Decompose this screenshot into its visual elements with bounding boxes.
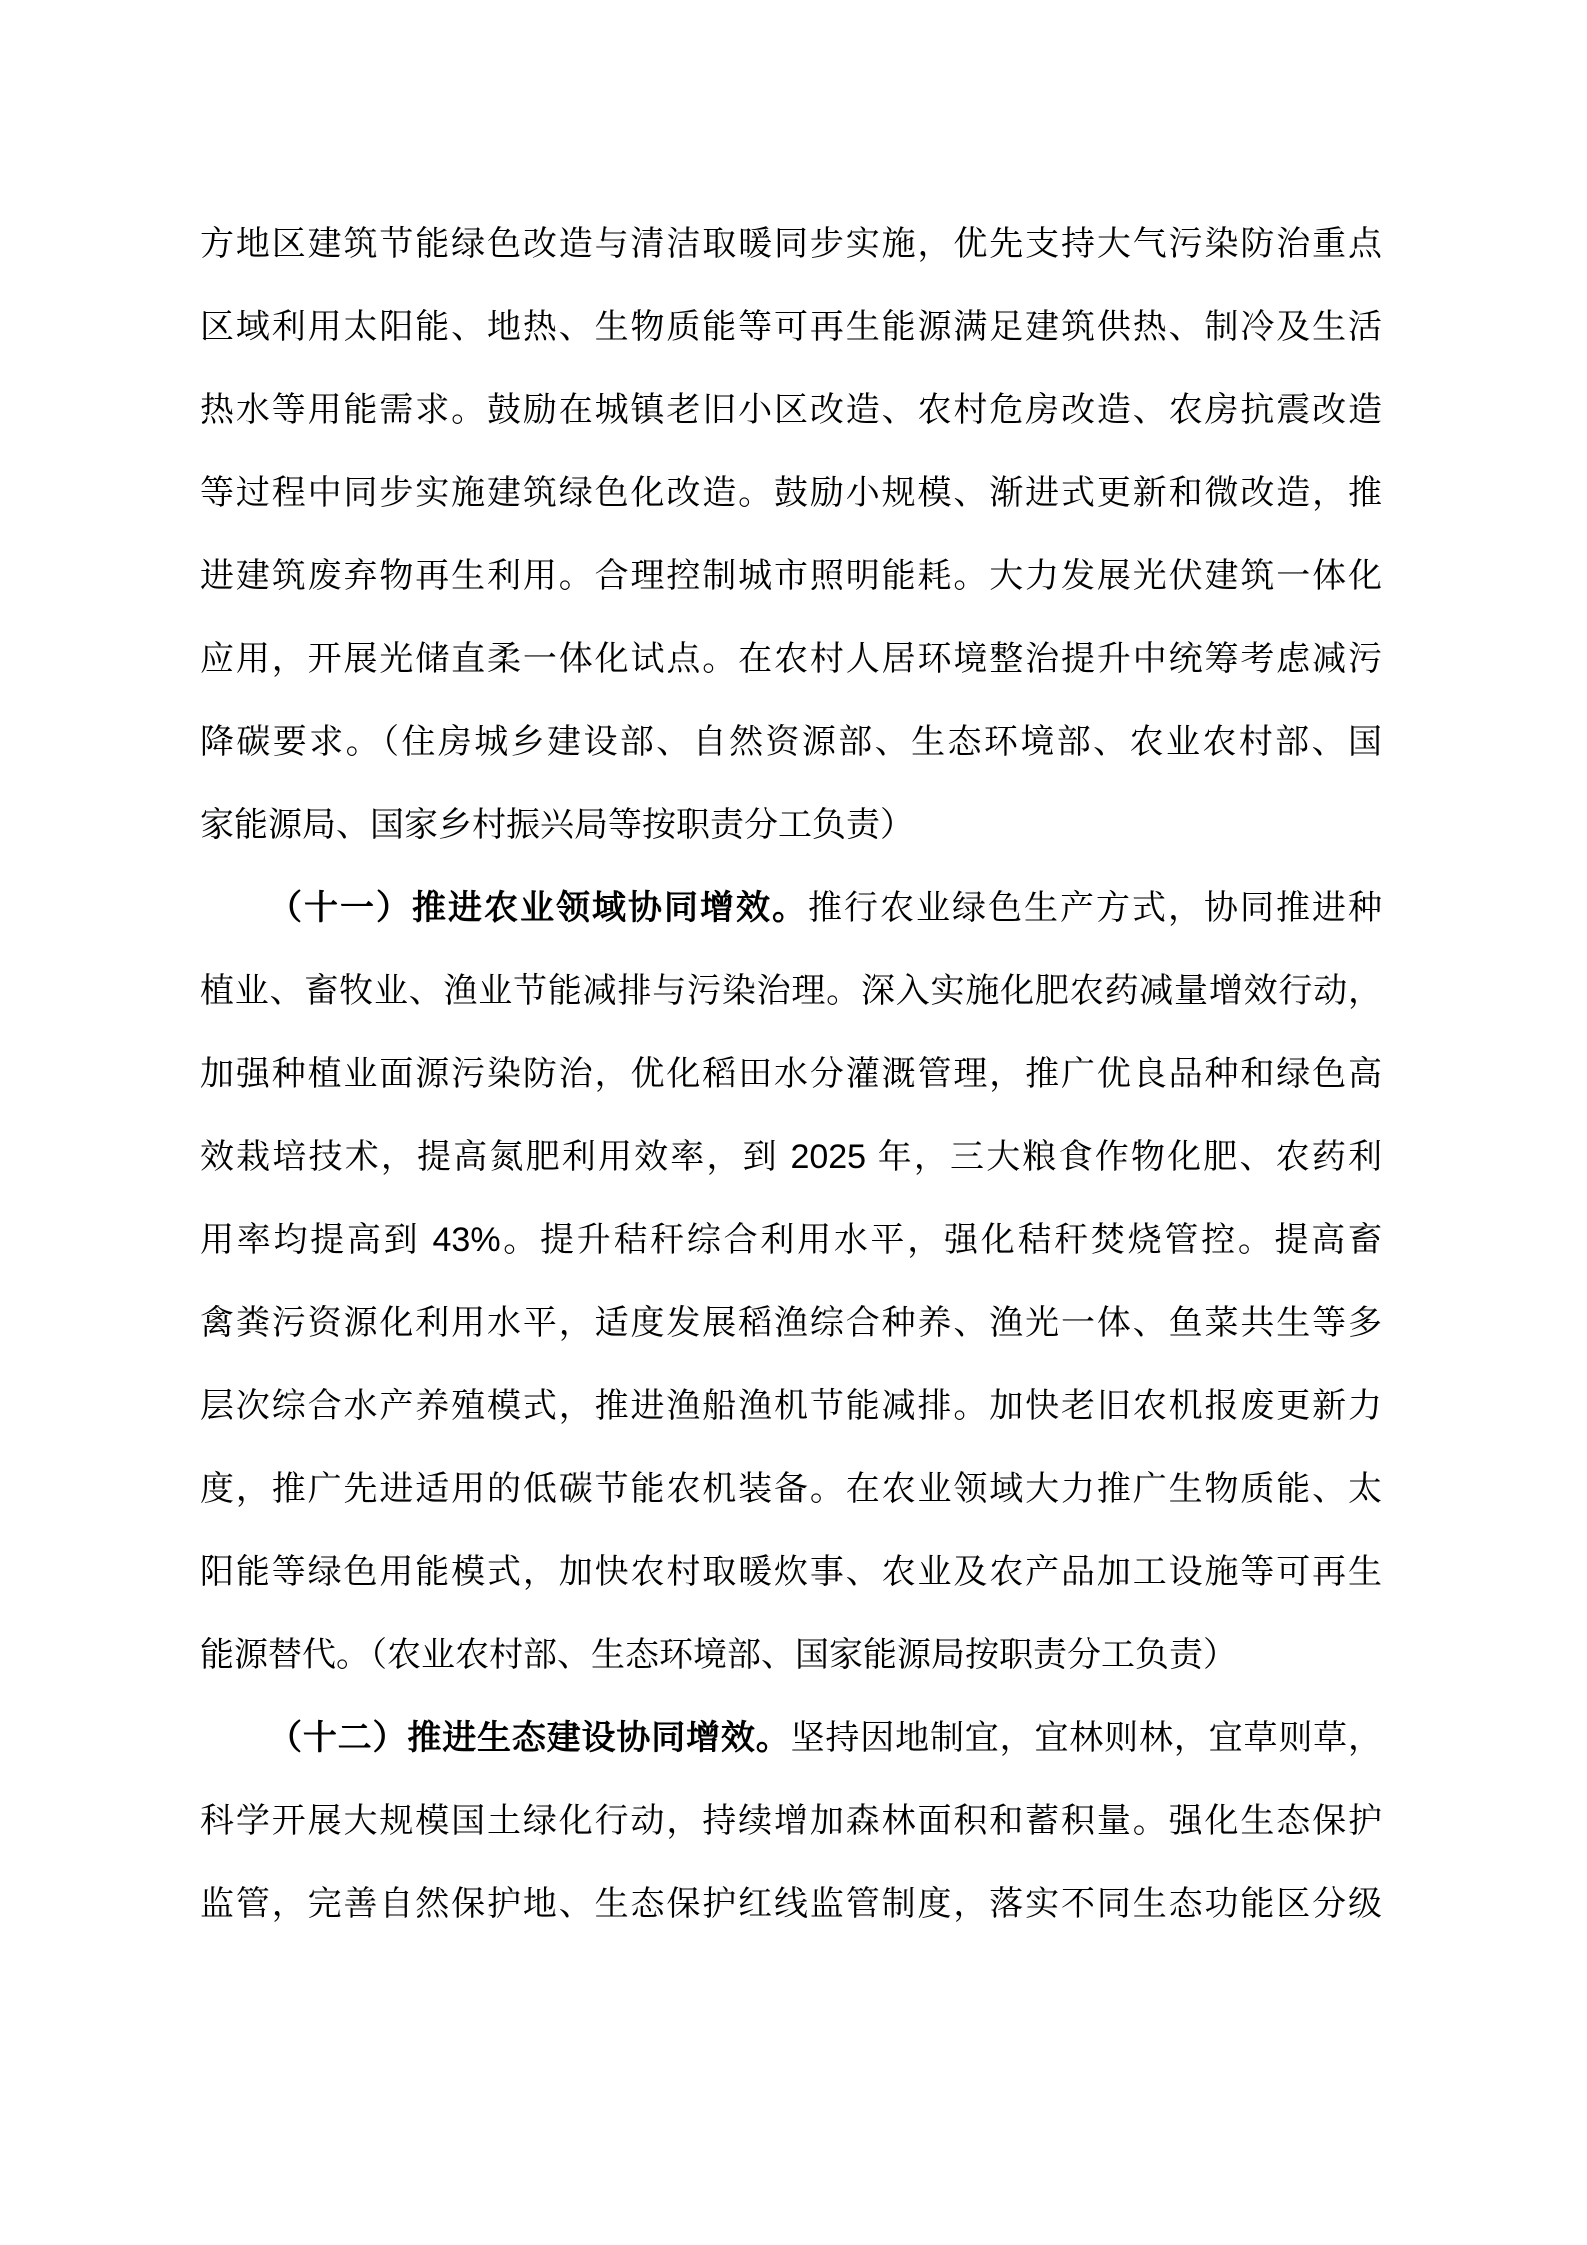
text-line [200,535,1382,618]
line-text: 植业、畜牧业、渔业节能减排与污染治理。深入实施化肥农药减量增效行动， [200,972,1382,1010]
line-text: 度，推广先进适用的低碳节能农机装备。在农业领域大力推广生物质能、太 [200,1470,1382,1508]
text-line [200,1780,1382,1863]
text-line [200,1116,1382,1199]
text-line [200,1033,1382,1116]
line-text: 能源替代。（农业农村部、生态环境部、国家能源局按职责分工负责） [200,1636,1237,1674]
line-text: 效栽培技术，提高氮肥利用效率，到 2025 年，三大粮食作物化肥、农药利 [200,1138,1382,1176]
line-text: 方地区建筑节能绿色改造与清洁取暖同步实施，优先支持大气污染防治重点 [200,225,1382,263]
text-line [200,1614,1382,1697]
text-line [200,1448,1382,1531]
text-line [200,452,1382,535]
text-line [200,1199,1382,1282]
line-text: 等过程中同步实施建筑绿色化改造。鼓励小规模、渐进式更新和微改造，推 [200,474,1382,512]
line-text: 用率均提高到 43%。提升秸秆综合利用水平，强化秸秆焚烧管控。提高畜 [200,1221,1382,1259]
line-text: 加强种植业面源污染防治，优化稻田水分灌溉管理，推广优良品种和绿色高 [200,1055,1382,1093]
text-line [200,203,1382,286]
section-heading: （十一）推进农业领域协同增效。 [268,889,808,927]
line-text: 进建筑废弃物再生利用。合理控制城市照明能耗。大力发展光伏建筑一体化 [200,557,1382,595]
line-text: 坚持因地制宜，宜林则林，宜草则草， [790,1719,1382,1757]
paragraph-heading-line [200,867,1382,950]
line-text: 禽粪污资源化利用水平，适度发展稻渔综合种养、渔光一体、鱼菜共生等多 [200,1304,1382,1342]
text-line [200,286,1382,369]
text-block [200,203,1382,1946]
line-text: 降碳要求。（住房城乡建设部、自然资源部、生态环境部、农业农村部、国 [200,723,1382,761]
line-text: 区域利用太阳能、地热、生物质能等可再生能源满足建筑供热、制冷及生活 [200,308,1382,346]
text-line [200,1282,1382,1365]
text-line [200,701,1382,784]
text-line [200,784,1382,867]
text-line [200,1863,1382,1946]
line-text: 推行农业绿色生产方式，协同推进种 [808,889,1382,927]
text-line [200,369,1382,452]
line-text: 层次综合水产养殖模式，推进渔船渔机节能减排。加快老旧农机报废更新力 [200,1387,1382,1425]
text-line [200,618,1382,701]
text-line [200,950,1382,1033]
paragraph-heading-line [200,1697,1382,1780]
line-text: 阳能等绿色用能模式，加快农村取暖炊事、农业及农产品加工设施等可再生 [200,1553,1382,1591]
line-text: 监管，完善自然保护地、生态保护红线监管制度，落实不同生态功能区分级 [200,1885,1382,1923]
text-line [200,1365,1382,1448]
text-line [200,1531,1382,1614]
section-heading: （十二）推进生态建设协同增效。 [268,1719,791,1757]
line-text: 科学开展大规模国土绿化行动，持续增加森林面积和蓄积量。强化生态保护 [200,1802,1382,1840]
line-text: 应用，开展光储直柔一体化试点。在农村人居环境整治提升中统筹考虑减污 [200,640,1382,678]
line-text: 热水等用能需求。鼓励在城镇老旧小区改造、农村危房改造、农房抗震改造 [200,391,1382,429]
line-text: 家能源局、国家乡村振兴局等按职责分工负责） [200,806,914,844]
